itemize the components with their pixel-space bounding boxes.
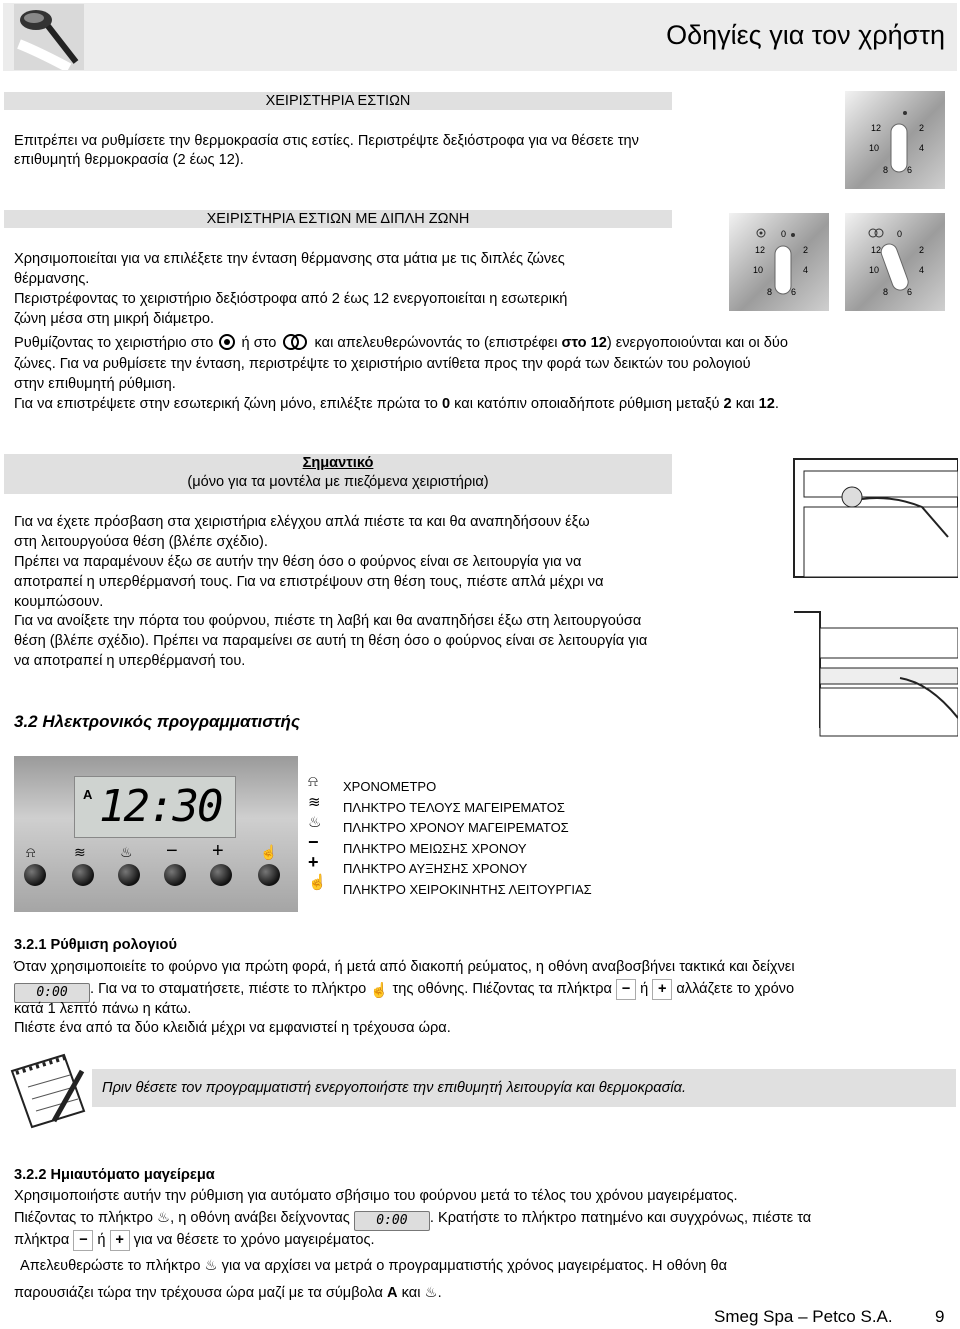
timer-button[interactable]: [24, 864, 46, 886]
section-heading: 3.2 Ηλεκτρονικός προγραμματιστής: [14, 712, 300, 731]
plus-icon: +: [652, 979, 672, 1000]
svg-text:0: 0: [781, 229, 787, 239]
svg-text:12: 12: [755, 245, 766, 255]
minus-icon: −: [308, 832, 319, 852]
legend-item: ΠΛΗΚΤΡΟ ΑΥΞΗΣΗΣ ΧΡΟΝΟΥ: [343, 861, 528, 876]
cooking-time-button[interactable]: [118, 864, 140, 886]
svg-text:10: 10: [753, 265, 764, 275]
paragraph-line: παρουσιάζει τώρα την τρέχουσα ώρα μαζί με τα σύμβολα A και ♨.: [14, 1284, 442, 1303]
notepad-icon: [4, 1051, 89, 1131]
paragraph-line: στην επιθυμητή ρύθμιση.: [14, 376, 176, 392]
important-title: Σημαντικό: [302, 455, 374, 471]
section-heading: ΧΕΙΡΙΣΤΗΡΙΑ ΕΣΤΙΩΝ ΜΕ ΔΙΠΛΗ ΖΩΝΗ: [206, 211, 470, 227]
end-cooking-icon: ≋: [74, 844, 86, 860]
knob-label-8: 8: [883, 165, 889, 175]
paragraph-line: Για να ανοίξετε την πόρτα του φούρνου, πιέστε τη λαβή και θα αναπηδήσει έξω στη λειτουργούσα: [14, 613, 642, 629]
oven-knob-press-illustration: [790, 455, 958, 585]
cooking-time-icon: ♨: [157, 1210, 171, 1226]
hand-icon: ☝: [260, 844, 278, 860]
programmer-panel-image: [14, 756, 298, 912]
cooking-time-icon: ♨: [424, 1285, 438, 1301]
dual-zone-knob-image: [845, 213, 945, 311]
decrease-button[interactable]: [164, 864, 186, 886]
legend-item: ΠΛΗΚΤΡΟ ΧΕΙΡΟΚΙΝΗΤΗΣ ΛΕΙΤΟΥΡΓΙΑΣ: [343, 881, 592, 897]
paragraph-line: Περιστρέφοντας το χειριστήριο δεξιόστροφα από 2 έως 12 ενεργοποιείται η εσωτερική: [14, 291, 568, 307]
display-zero-icon: 0:00: [354, 1211, 430, 1231]
paragraph-line: αποτραπεί η υπερθέρμανσή τους. Για να επιστρέψουν στη θέση τους, πιέστε απλά μέχρι να: [14, 574, 604, 590]
paragraph-line: 0:00 . Για να το σταματήσετε, πιέστε το πλήκτρο ☝ της οθόνης. Πιέζοντας τα πλήκτρα − ή + αλλάζετε το χρόνο: [14, 979, 794, 1003]
end-cooking-icon: ≋: [308, 794, 321, 811]
paragraph-line: Όταν χρησιμοποιείτε το φούρνο για πρώτη φορά, ή μετά από διακοπή ρεύματος, η οθόνη αναβοσβήνει τακτικά και δείχνει: [14, 959, 795, 975]
plus-icon: +: [212, 840, 224, 862]
oven-door-handle-illustration: [790, 608, 958, 740]
svg-text:2: 2: [803, 245, 809, 255]
paragraph-line: ζώνη μέσα στη μικρή διάμετρο.: [14, 311, 215, 327]
note-text: Πριν θέσετε τον προγραμματιστή ενεργοποιήστε την επιθυμητή λειτουργία και θερμοκρασία.: [102, 1080, 686, 1096]
legend-item: ΠΛΗΚΤΡΟ ΜΕΙΩΣΗΣ ΧΡΟΝΟΥ: [343, 840, 527, 856]
minus-icon: −: [616, 979, 636, 1000]
cooking-time-icon: ♨: [204, 1258, 218, 1274]
knob-label-10: 10: [869, 143, 880, 153]
legend-item: ΠΛΗΚΤΡΟ ΤΕΛΟΥΣ ΜΑΓΕΙΡΕΜΑΤΟΣ: [343, 799, 565, 815]
paragraph-line: Χρησιμοποιήστε αυτήν την ρύθμιση για αυτόματο σβήσιμο του φούρνου μετά το τέλος του χρόνου μαγειρέματος.: [14, 1188, 738, 1204]
end-of-cooking-button[interactable]: [72, 864, 94, 886]
svg-text:4: 4: [803, 265, 809, 275]
svg-text:10: 10: [869, 265, 880, 275]
footer-company: Smeg Spa – Petco S.A.: [714, 1307, 893, 1326]
page-number: 9: [935, 1307, 945, 1326]
paragraph-line: θέρμανσης.: [14, 271, 90, 287]
section-heading: 3.2.1 Ρύθμιση ρολογιού: [14, 937, 177, 953]
manual-button[interactable]: [258, 864, 280, 886]
section-heading: 3.2.2 Ημιαυτόματο μαγείρεμα: [14, 1167, 215, 1183]
hob-knob-image: [845, 91, 945, 189]
knob-label-2: 2: [919, 123, 925, 133]
paragraph-line: κουμπώσουν.: [14, 594, 104, 610]
paragraph-line: να αποτραπεί η υπερθέρμανσή του.: [14, 653, 246, 669]
paragraph-line: Για να επιστρέψετε στην εσωτερική ζώνη μόνο, επιλέξτε πρώτα το 0 και κατόπιν οποιαδήποτε ρύθμιση μεταξύ 2 και 12.: [14, 396, 779, 412]
paragraph-line: Πιέστε ένα από τα δύο κλειδιά μέχρι να εμφανιστεί η τρέχουσα ώρα.: [14, 1020, 451, 1036]
paragraph-line: κατά 1 λεπτό πάνω η κάτω.: [14, 1001, 192, 1017]
svg-text:8: 8: [883, 287, 889, 297]
paragraph-line: ζώνες. Για να ρυθμίσετε την ένταση, περιστρέψτε το χειριστήριο αντίθετα προς την φορά των δεικτών του ρολογιού: [14, 356, 751, 372]
plus-icon: +: [308, 852, 319, 872]
important-subtitle: (μόνο για τα μοντέλα με πιεζόμενα χειριστήρια): [187, 474, 489, 490]
paragraph-line: στη λειτουργούσα θέση (βλέπε σχέδιο).: [14, 534, 268, 550]
hand-icon: ☝: [370, 983, 389, 999]
display-zero-icon: 0:00: [14, 983, 90, 1003]
paragraph-line: Επιτρέπει να ρυθμίσετε την θερμοκρασία στις εστίες. Περιστρέψτε δεξιόστροφα για να θέσετε την: [14, 133, 639, 149]
paragraph-line: θέση (βλέπε σχέδιο). Πρέπει να παραμείνει σε αυτή τη θέση όσο ο φούρνος είναι σε λειτουργία για: [14, 633, 648, 649]
bell-icon: ⍾: [26, 844, 36, 860]
cooking-time-icon: ♨: [308, 814, 322, 831]
page-title: Οδηγίες για τον χρήστη: [666, 20, 945, 50]
svg-text:4: 4: [919, 265, 925, 275]
svg-text:12: 12: [871, 245, 882, 255]
paragraph-line: Απελευθερώστε το πλήκτρο ♨ για να αρχίσει να μετρά ο προγραμματιστής χρόνος μαγειρέματος. Η οθόνη θα: [20, 1257, 727, 1276]
paragraph-line: Χρησιμοποιείται για να επιλέξετε την ένταση θέρμανσης στα μάτια με τις διπλές ζώνες: [14, 251, 565, 267]
inner-zone-symbol-icon: [217, 333, 237, 357]
programmer-legend: [343, 777, 592, 900]
dual-zone-symbol-icon: [280, 333, 310, 357]
svg-text:6: 6: [907, 287, 913, 297]
paragraph-line: Ρυθμίζοντας το χειριστήριο στο ή στο και απελευθερώνοντάς το (επιστρέφει στο 12) ενεργοποιούνται και οι δύο: [14, 333, 788, 357]
svg-text:6: 6: [791, 287, 797, 297]
paragraph-line: Πρέπει να παραμένουν έξω σε αυτήν την θέση όσο ο φούρνος είναι σε λειτουργία για να: [14, 554, 582, 570]
legend-item: ΠΛΗΚΤΡΟ ΧΡΟΝΟΥ ΜΑΓΕΙΡΕΜΑΤΟΣ: [343, 820, 569, 835]
section-heading: ΧΕΙΡΙΣΤΗΡΙΑ ΕΣΤΙΩΝ: [265, 93, 411, 109]
plus-icon: +: [110, 1230, 130, 1251]
programmer-display: [74, 776, 236, 838]
paragraph-line: Για να έχετε πρόσβαση στα χειριστήρια ελέγχου απλά πιέστε τα και θα αναπηδήσουν έξω: [14, 514, 590, 530]
knob-label-6: 6: [907, 165, 913, 175]
svg-text:8: 8: [767, 287, 773, 297]
increase-button[interactable]: [210, 864, 232, 886]
svg-text:0: 0: [897, 229, 903, 239]
dual-zone-knob-image: [729, 213, 829, 311]
svg-text:2: 2: [919, 245, 925, 255]
knob-label-4: 4: [919, 143, 925, 153]
minus-icon: −: [73, 1230, 93, 1251]
paragraph-line: επιθυμητή θερμοκρασία (2 έως 12).: [14, 152, 244, 168]
auto-indicator: A: [83, 787, 93, 802]
legend-item: ΧΡΟΝΟΜΕΤΡΟ: [343, 779, 437, 794]
hand-icon: ☝: [308, 874, 327, 891]
bell-icon: ⍾: [308, 773, 318, 790]
paragraph-line: πλήκτρα − ή + για να θέσετε το χρόνο μαγειρέματος.: [14, 1230, 375, 1251]
minus-icon: −: [166, 840, 178, 862]
paragraph-line: Πιέζοντας το πλήκτρο ♨, η οθόνη ανάβει δείχνοντας 0:00 . Κρατήστε το πλήκτρο πατημένο και συγχρόνως, πιέστε τα: [14, 1209, 811, 1231]
display-time: 12:30: [99, 781, 222, 832]
knob-label-12: 12: [871, 123, 882, 133]
cooking-time-icon: ♨: [120, 844, 133, 860]
